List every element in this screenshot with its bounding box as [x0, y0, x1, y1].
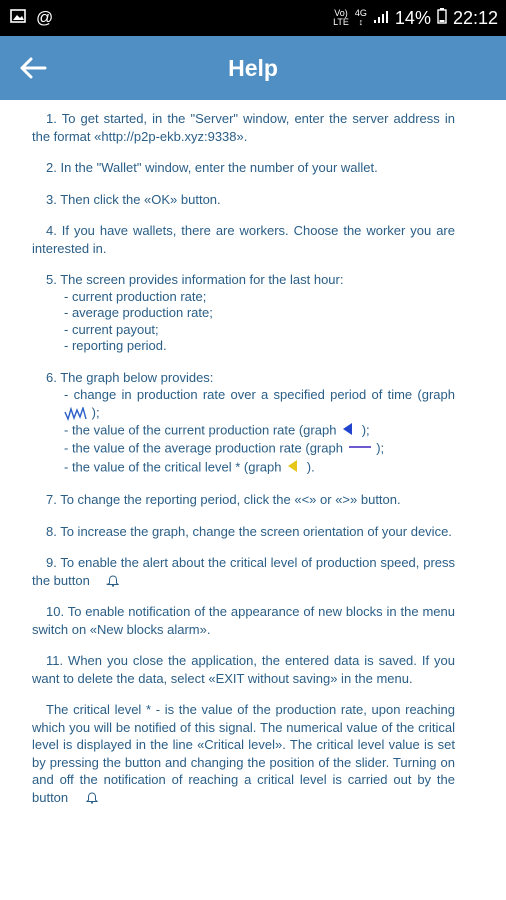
back-button[interactable] — [18, 54, 48, 82]
step-6-intro: 6. The graph below provides: — [46, 369, 214, 385]
wave-graph-icon — [32, 404, 88, 422]
critical-level-note: The critical level * - is the value of the production rate, upon reaching which you will be notified of this signal. The numerical value of the critical level is displayed in the line «Critical level». The critical level value is set by pressing the button and changing the position of the slider. Turning on and off the notification of reaching a critical level is carried out by the button — [32, 702, 455, 805]
help-step-1: 1. To get started, in the "Server" window, enter the server address in the format «http://p2p-ekb.xyz:9338». — [32, 111, 455, 144]
help-step-10: 10. To enable notification of the appearance of new blocks in the menu switch on «New blocks alarm». — [32, 604, 455, 637]
help-step-9: 9. To enable the alert about the critical level of production speed, press the button . — [32, 555, 455, 588]
step-5-item: - current payout; — [64, 321, 159, 337]
help-step-6 — [32, 369, 455, 478]
step-6-item-3: - the value of the average production rate (graph ); — [64, 440, 455, 459]
help-step-4: 4. If you have wallets, there are workers. Choose the worker you are interested in. — [32, 223, 455, 256]
page-title: Help — [228, 54, 278, 81]
help-step-11: 11. When you close the application, the entered data is saved. If you want to delete the data, select «EXIT without saving» in the menu. — [32, 653, 455, 686]
step-5-item: - current production rate; — [64, 288, 207, 304]
clock: 22:12 — [452, 7, 498, 28]
help-step-3: 3. Then click the «OK» button. — [46, 191, 221, 207]
step-5-item: - reporting period. — [64, 338, 167, 353]
battery-icon — [437, 8, 447, 29]
app-bar — [0, 36, 506, 100]
help-content — [32, 110, 455, 820]
step-5-intro: 5. The screen provides information for the last hour: — [46, 272, 344, 287]
at-sign-icon: @ — [36, 8, 54, 27]
arrow-left-icon — [18, 54, 48, 82]
help-step-8: 8. To increase the graph, change the screen orientation of your device. — [46, 523, 452, 539]
gallery-icon — [10, 9, 26, 28]
help-step-5 — [32, 271, 455, 355]
step-6-item-1: - change in production rate over a specified period of time (graph ); — [32, 386, 455, 422]
status-bar — [0, 0, 506, 36]
signal-icon — [373, 8, 389, 29]
data-indicator: 4G ↕ — [354, 8, 367, 27]
step-5-item: - average production rate; — [64, 305, 213, 320]
help-step-7: 7. To change the reporting period, click the «<» or «>» button. — [46, 492, 401, 508]
volte-indicator: Vo) LTE — [333, 8, 349, 27]
bell-icon — [93, 574, 105, 586]
battery-percent: 14% — [394, 7, 431, 28]
help-step-2: 2. In the "Wallet" window, enter the number of your wallet. — [46, 160, 378, 175]
step-6-item-2: - the value of the current production rate (graph ); — [64, 422, 455, 441]
average-line-icon — [347, 440, 373, 459]
bell-icon — [72, 791, 84, 803]
yellow-marker-icon — [285, 459, 303, 478]
step-6-item-4: - the value of the critical level * (graph ). — [64, 459, 455, 478]
blue-marker-icon — [340, 422, 358, 441]
